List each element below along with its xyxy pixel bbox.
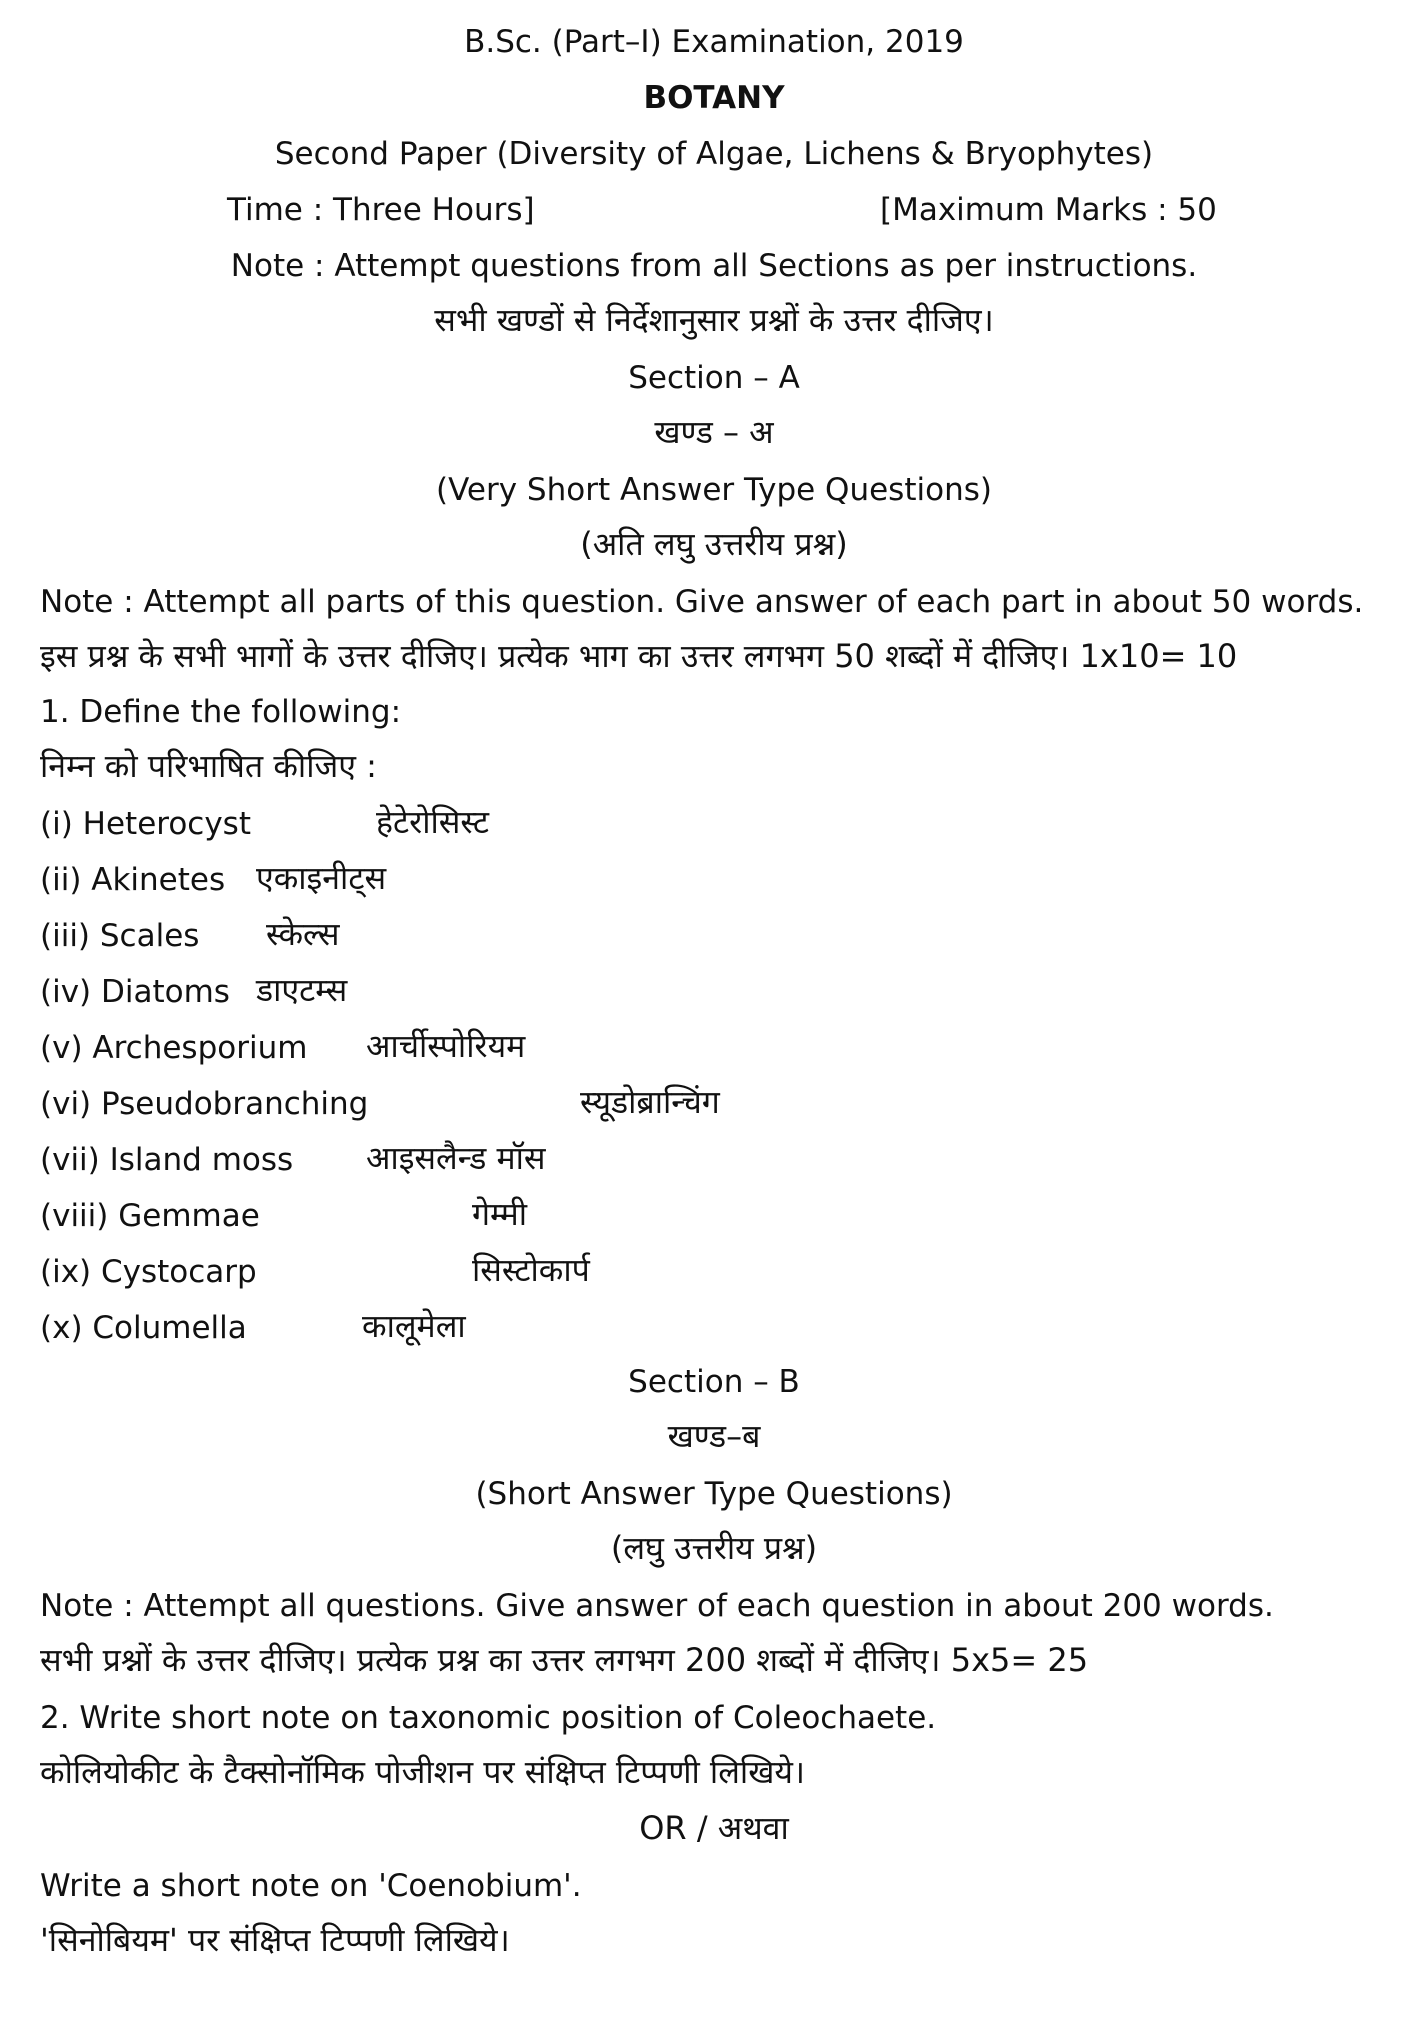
list-item: (vii) Island moss [40,1142,294,1178]
list-item-hi: सिस्टोकार्प [472,1251,590,1289]
section-a-type: (Very Short Answer Type Questions) [436,472,992,508]
list-item-hi: आर्चीस्पोरियम [366,1027,526,1065]
list-item: (i) Heterocyst [40,806,251,842]
question-2: 2. Write short note on taxonomic position of Coleochaete. [40,1700,937,1736]
section-a-note-hi: इस प्रश्न के सभी भागों के उत्तर दीजिए। प्रत्येक भाग का उत्तर लगभग 50 शब्दों में दीजिए। 1x10= 10 [40,637,1238,675]
or-separator: OR / अथवा [639,1809,789,1847]
list-item: (ii) Akinetes [40,862,226,898]
general-note-en: Note : Attempt questions from all Sections as per instructions. [230,248,1198,284]
list-item-hi: एकाइनीट्स [256,859,387,897]
list-item-hi: स्यूडोब्रान्चिंग [580,1083,720,1121]
exam-title: B.Sc. (Part–I) Examination, 2019 [464,24,964,60]
list-item-hi: हेटेरोसिस्ट [376,803,489,841]
question-1-hi: निम्न को परिभाषित कीजिए : [40,747,377,785]
section-b-title-hi: खण्ड–ब [667,1417,761,1455]
section-b-type-hi: (लघु उत्तरीय प्रश्न) [610,1529,818,1567]
section-a-type-hi: (अति लघु उत्तरीय प्रश्न) [580,525,848,563]
section-a-note-en: Note : Attempt all parts of this question. Give answer of each part in about 50 words. [40,584,1364,620]
subject-title: BOTANY [643,80,785,116]
list-item: (iii) Scales [40,918,200,954]
list-item: (viii) Gemmae [40,1198,260,1234]
list-item: (iv) Diatoms [40,974,230,1010]
section-a-title: Section – A [628,360,800,396]
list-item: (x) Columella [40,1310,247,1346]
list-item-hi: स्केल्स [266,915,340,953]
question-2-alternative: Write a short note on 'Coenobium'. [40,1868,582,1904]
question-1: 1. Define the following: [40,694,402,730]
section-a-title-hi: खण्ड – अ [654,413,774,451]
list-item-hi: आइसलैन्ड मॉस [366,1139,546,1177]
list-item-hi: गेम्मी [472,1195,528,1233]
question-2-alternative-hi: 'सिनोबियम' पर संक्षिप्त टिप्पणी लिखिये। [40,1921,510,1959]
section-b-type: (Short Answer Type Questions) [475,1476,953,1512]
list-item: (v) Archesporium [40,1030,308,1066]
max-marks-label: [Maximum Marks : 50 [880,192,1217,228]
list-item: (ix) Cystocarp [40,1254,257,1290]
list-item-hi: डाएटम्स [256,971,348,1009]
question-2-hi: कोलियोकीट के टैक्सोनॉमिक पोजीशन पर संक्षिप्त टिप्पणी लिखिये। [40,1753,806,1791]
section-b-note-en: Note : Attempt all questions. Give answer of each question in about 200 words. [40,1588,1274,1624]
section-b-note-hi: सभी प्रश्नों के उत्तर दीजिए। प्रत्येक प्रश्न का उत्तर लगभग 200 शब्दों में दीजिए। 5x5= 25 [40,1641,1089,1679]
time-label: Time : Three Hours] [227,192,535,228]
general-note-hi: सभी खण्डों से निर्देशानुसार प्रश्नों के उत्तर दीजिए। [434,301,994,339]
list-item: (vi) Pseudobranching [40,1086,369,1122]
section-b-title: Section – B [628,1364,800,1400]
list-item-hi: कालूमेला [362,1307,466,1345]
paper-title: Second Paper (Diversity of Algae, Lichens & Bryophytes) [274,136,1154,172]
